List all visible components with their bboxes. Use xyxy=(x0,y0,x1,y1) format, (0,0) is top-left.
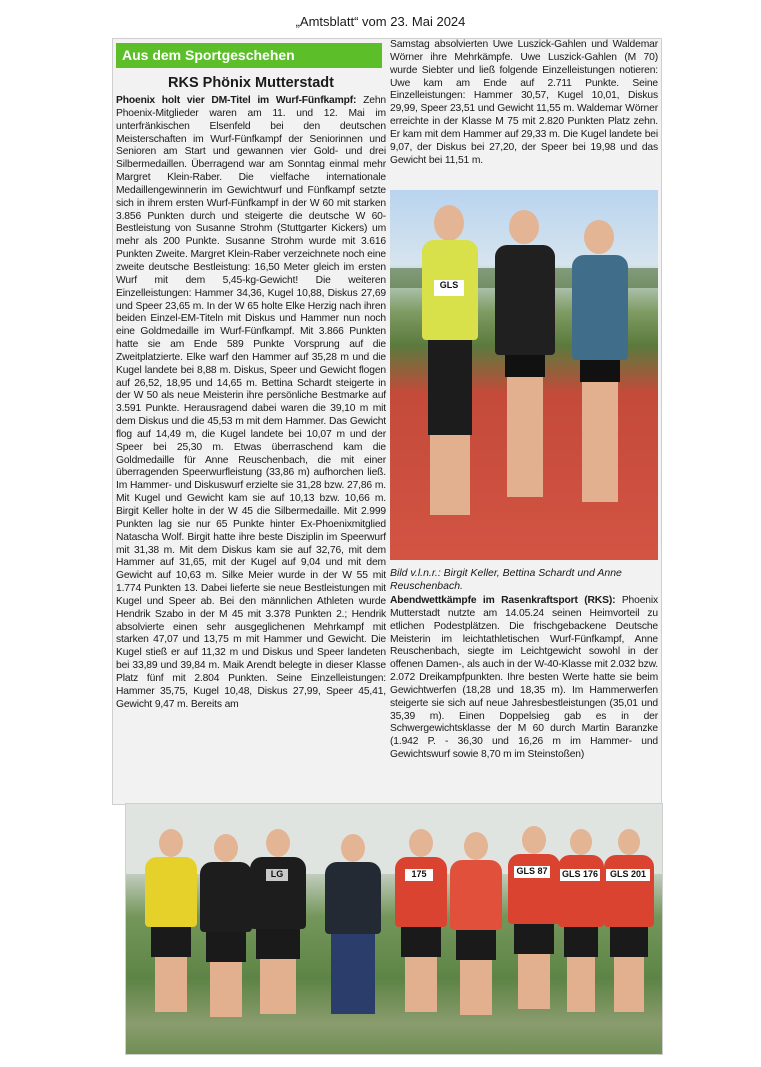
lead-title: Phoenix holt vier DM-Titel im Wurf-Fünfkampf: xyxy=(116,95,357,106)
athlete-shirt xyxy=(325,862,381,934)
athlete-head xyxy=(584,220,614,254)
body-text-right: Samstag absolvierten Uwe Luszick-Gahlen und Waldemar Wörner ihre Mehrkämpfe. Uwe Luszick-Gahlen (M 70) wurde Siebter und ließ folgende Einzelleistungen notieren: Uwe kam am Ende auf 2.711 Punkte. Seine Einzelleistungen: Hammer 30,57, Kugel 10,01, Diskus 29,99, Speer 23,51 und Gewicht 11,55 m. Waldemar Wörner erreichte in der Klasse M 75 mit 2.820 Punkten Platz zehn. Er kam mit dem Hammer auf 29,33 m. Die Kugel landete bei 9,07, der Diskus bei 27,20, der Speer bei 19,98 und das Gewicht bei 11,51 m. xyxy=(390,39,658,166)
athlete-figure xyxy=(485,205,565,550)
athlete-lower-legs xyxy=(405,957,437,1012)
athlete-head xyxy=(509,210,539,244)
section-banner: Aus dem Sportgeschehen xyxy=(116,43,382,68)
athlete-head xyxy=(522,826,546,854)
body-text-left: Zehn Phoenix-Mitglieder waren am 11. und 12. Mai im unterfränkischen Elsenfeld bei den deutschen Meisterschaften im Wurf-Fünfkampf der Seniorinnen und Senioren am Start und gewannen vier Gold- und drei Silbermedaillen. Überragend war am Sonntag einmal mehr Margret Klein-Raber. Die vielfache internationale Medaillengewinnerin im Gewichtwurf und Fünfkampf setzte sich in ihrem ersten Wurf-Fünfkampf in der W 60 mit starken 3.856 Punkten durch und steigerte die deutsche W 60-Bestleistung von Susanne Strohm (Stuttgarter Kickers) um mehr als 200 Punkte. Susanne Strohm wurde mit 3.616 Punkten Zweite. Margret Klein-Raber verzeichnete noch eine zweite deutsche Bestleistung: 16,50 Meter gleich im ersten Wurf mit dem 5,45-kg-Gewicht! Die weiteren Einzelleistungen: Hammer 34,36, Kugel 10,88, Diskus 27,69 und Speer 23,65 m. In der W 65 holte Elke Herzig nach ihren beiden Einzel-EM-Titeln mit Diskus und Hammer nun noch eine Goldmedaille im Wurf-Fünfkampf. Mit 3.866 Punkten hatte sie am Ende 589 Punkte Vorsprung auf die Zweitplatzierte. Elke warf den Hammer auf 35,28 m und die Kugel landete bei 8,88 m. Diskus, Speer und Gewicht flogen auf 26,52, 18,95 und 14,65 m. Bettina Schardt steigerte in der W 50 als neue Meisterin ihre persönliche Bestmarke auf 3.591 Punkte. Herausragend dabei waren die 39,10 m mit dem Diskus und die 45,53 m mit dem Hammer. Das Gewicht flog auf 14,49 m, die Kugel landete bei 10,07 m und der Speer bei 25,30 m. Etwas überraschend kam die Goldmedaille für Anne Reuschenbach, die mit einer überragenden Speerwurfleistung (33,86 m) aufhorchen ließ. Im Hammer- und Diskuswurf erzielte sie 31,28 bzw. 27,86 m. Mit Kugel und Gewicht kam sie auf 10,13 bzw. 10,66 m. Birgit Keller holte in der W 45 die Silbermedaille. Mit 2.999 Punkten lag sie nur 65 Punkte hinter Ex-Phoenixmitglied Natascha Wolf. Birgit hatte ihre beste Disziplin im Speerwurf mit 31,38 m. Mit dem Diskus kam sie auf 32,76, mit dem Hammer auf 31,65, mit der Kugel auf 9,04 und mit dem Gewicht auf 10,63 m. Silke Meier wurde in der W 55 mit 1.774 Punkten 13. Dabei lieferte sie neue Bestleistungen mit Kugel und Speer ab. Bei den männlichen Athleten wurde Hendrik Szabo in der M 45 mit 3.378 Punkten 2.; Hendrik absolvierte einen sehr ausgeglichenen Mehrkampf mit starken 47,07 und 13,75 m mit Hammer und Gewicht. Die Kugel stieß er auf 11,32 m und Diskus und Speer landeten bei 33,89 und 39,84 m. Maik Arendt belegte in dieser Klasse Platz fünf mit 2.804 Punkten. Seine Einzelleistungen: Hammer 35,75, Kugel 10,48, Diskus 27,99, Speer 45,41, Gewicht 9,47 m. Bereits am xyxy=(116,95,386,710)
athlete-shirt xyxy=(558,855,604,927)
athlete-shorts xyxy=(514,924,554,954)
athlete-head xyxy=(266,829,290,857)
athlete-head xyxy=(214,834,238,862)
newspaper-header: „Amtsblatt“ vom 23. Mai 2024 xyxy=(295,14,466,29)
athlete-lower-legs xyxy=(582,382,618,502)
athlete-figure xyxy=(246,829,311,1029)
athlete-figure xyxy=(391,829,451,1029)
photo-caption: Bild v.l.n.r.: Birgit Keller, Bettina Schardt und Anne Reuschenbach. xyxy=(390,567,622,592)
athlete-head xyxy=(341,834,365,862)
article-headline: RKS Phönix Mutterstadt xyxy=(168,75,334,91)
athlete-figure xyxy=(556,829,606,1029)
athlete-shirt xyxy=(495,245,555,355)
athlete-shirt xyxy=(200,862,252,932)
athlete-figure xyxy=(410,200,490,550)
athlete-shirt xyxy=(572,255,628,360)
athlete-shirt xyxy=(604,855,654,927)
athlete-lower-legs xyxy=(507,377,543,497)
athlete-figure xyxy=(504,826,564,1029)
athlete-figure xyxy=(321,834,386,1029)
athlete-lower-legs xyxy=(260,959,296,1014)
bib-number: GLS 176 xyxy=(561,869,599,879)
athlete-shirt xyxy=(395,857,447,927)
athlete-figure xyxy=(602,829,657,1029)
athlete-shorts xyxy=(505,355,545,377)
subsection-text xyxy=(390,595,658,762)
athlete-lower-legs xyxy=(518,954,550,1009)
athlete-legs xyxy=(428,340,472,435)
medalists-photo xyxy=(390,190,658,560)
athlete-lower-legs xyxy=(567,957,595,1012)
athlete-shirt xyxy=(145,857,197,927)
article-body-left xyxy=(116,95,386,712)
athlete-head xyxy=(618,829,640,855)
subsection-title: Abendwettkämpfe im Rasenkraftsport (RKS): xyxy=(390,595,616,606)
athlete-head xyxy=(570,829,592,855)
athlete-figure xyxy=(141,829,201,1029)
bib-number: GLS 201 xyxy=(606,869,650,881)
article-clipping xyxy=(112,38,662,805)
article-column-left xyxy=(116,39,386,712)
shirt-logo: LG xyxy=(266,869,288,881)
team-photo xyxy=(125,803,663,1055)
athlete-shorts xyxy=(564,927,598,957)
athlete-figure xyxy=(446,832,506,1030)
athlete-lower-legs xyxy=(614,957,644,1012)
athlete-shorts xyxy=(256,929,300,959)
bib-number: GLS 87 xyxy=(514,866,550,878)
athlete-lower-legs xyxy=(460,960,492,1015)
athlete-lower-legs xyxy=(430,435,470,515)
athlete-head xyxy=(159,829,183,857)
athlete-shorts xyxy=(151,927,191,957)
athlete-shirt xyxy=(450,860,502,930)
bib-number: GLS xyxy=(434,280,464,296)
athlete-shorts xyxy=(580,360,620,382)
athlete-shirt xyxy=(250,857,306,929)
athlete-lower-legs xyxy=(155,957,187,1012)
article-column-right xyxy=(390,39,658,761)
subsection xyxy=(390,595,658,762)
athlete-head xyxy=(464,832,488,860)
athlete-shorts xyxy=(456,930,496,960)
athlete-jeans xyxy=(331,934,375,1014)
athlete-shorts xyxy=(206,932,246,962)
athlete-head xyxy=(409,829,433,857)
athlete-shorts xyxy=(610,927,648,957)
athlete-figure xyxy=(560,215,640,545)
subsection-body: Phoenix Mutterstadt nutzte am 14.05.24 seinen Heimvorteil zu etlichen Podestplätzen. Die frischgebackene Deutsche Meisterin im leichtathletischen Wurf-Fünfkampf, Anne Reuschenbach, siegte im Leichtgewicht sowohl in der offenen Damen-, als auch in der W-40-Klasse mit 2.032 bzw. 2.072 Dreikampfpunkten. Ihre besten Werte hatte sie beim Gewichtwerfen (18,28 und 18,35 m). Im Hammerwerfen steigerte sie sich auf neue Jahresbestleistungen (35,01 und 35,39 m). Einen Doppelsieg gab es in der Schwergewichtsklasse der M 60 durch Martin Baranzke (1.942 P. - 36,30 und 16,26 m im Hammer- und Gewichtswurf sowie 8,70 m im Steinstoßen) xyxy=(390,595,658,761)
athlete-head xyxy=(434,205,464,241)
athlete-shorts xyxy=(401,927,441,957)
athlete-shirt xyxy=(508,854,560,924)
bib-number: 175 xyxy=(405,869,433,881)
athlete-lower-legs xyxy=(210,962,242,1017)
